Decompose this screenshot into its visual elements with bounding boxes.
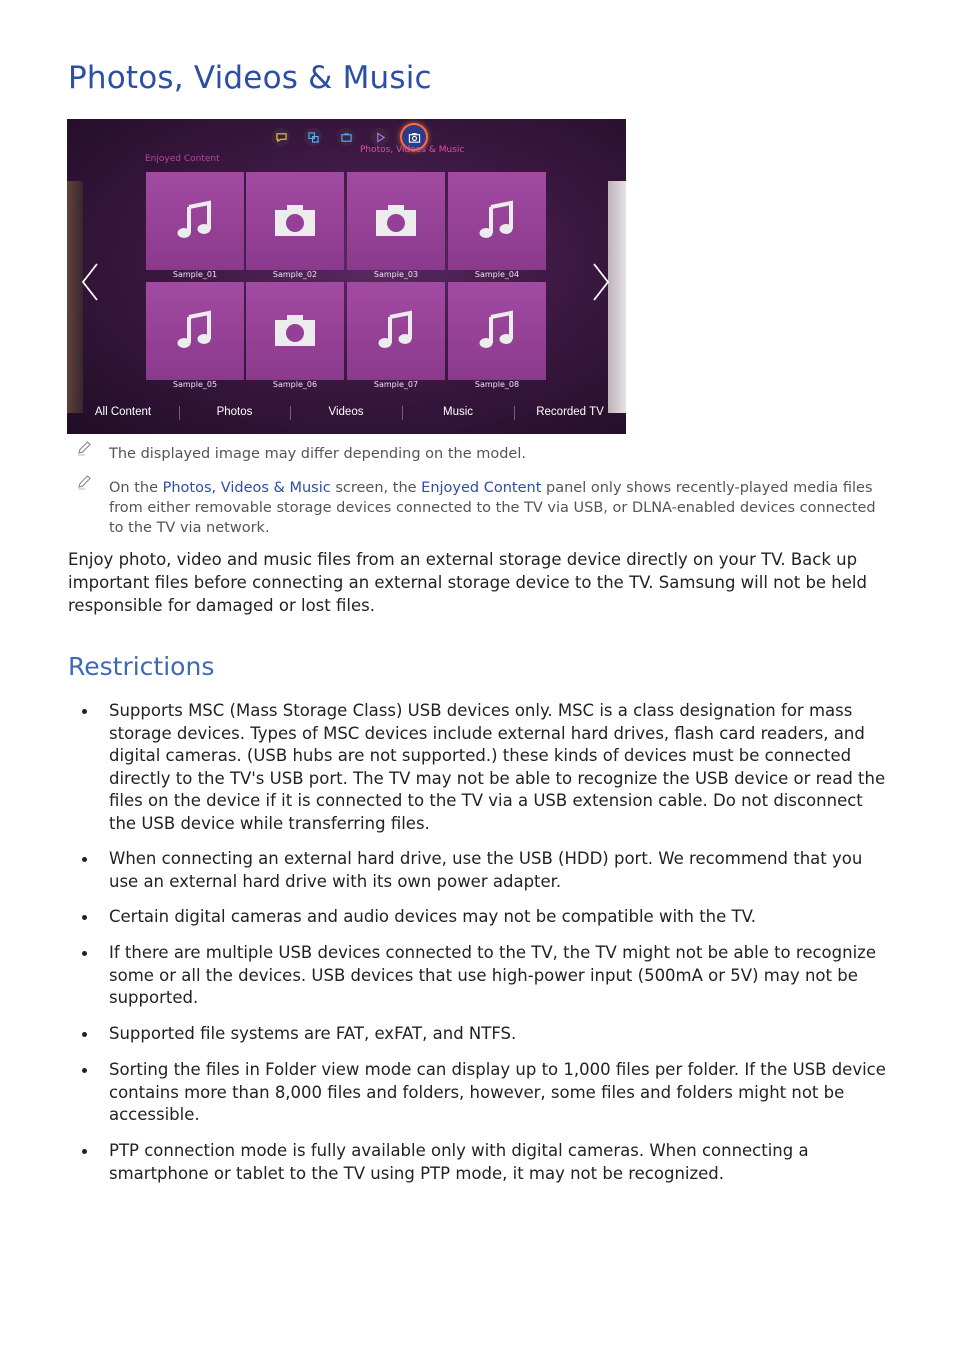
note-text-pre: On the <box>109 480 163 496</box>
bullet-dot <box>82 1068 87 1073</box>
media-tile-label: Sample_01 <box>172 270 218 279</box>
list-item-text: Sorting the files in Folder view mode can display up to 1,000 files per folder. If the USB device contains more than 8,000 files and folders, however, some files and folders might not be accessible. <box>109 1060 886 1125</box>
media-tile[interactable] <box>146 282 244 380</box>
bullet-dot <box>82 1032 87 1037</box>
chevron-right-icon[interactable] <box>590 261 612 303</box>
media-tile[interactable] <box>448 172 546 270</box>
bullet-dot <box>82 709 87 714</box>
media-tile[interactable] <box>347 282 445 380</box>
music-note-icon <box>173 309 217 353</box>
note-text: The displayed image may differ depending on the model. <box>109 446 526 462</box>
enjoyed-content-label: Enjoyed Content <box>145 154 220 164</box>
tab-all-content[interactable]: All Content <box>94 406 152 418</box>
intro-paragraph: Enjoy photo, video and music files from an external storage device directly on your TV. Back up important files before connecting an external storage device to the TV. Samsung will not be held responsible for damaged or lost files. <box>68 550 867 615</box>
media-tile-label: Sample_02 <box>272 270 318 279</box>
media-tile-label: Sample_04 <box>474 270 520 279</box>
tv-screen-label: Photos, Videos & Music <box>360 145 465 155</box>
apps-icon[interactable] <box>304 128 322 146</box>
media-tile-label: Sample_03 <box>373 270 419 279</box>
list-item-text: Supports MSC (Mass Storage Class) USB devices only. MSC is a class designation for mass storage devices. Types of MSC devices include external hard drives, flash card readers, and digital cameras. (USB hubs are not supported.) these kinds of devices must be connected directly to the TV's USB port. The TV may not be able to recognize the USB device or read the files on the device if it is connected to the TV via a USB extension cable. Do not disconnect the USB device while transferring files. <box>109 701 886 833</box>
section-title-restrictions: Restrictions <box>68 652 215 681</box>
tv-tab-bar <box>67 397 626 427</box>
media-tile[interactable] <box>347 172 445 270</box>
media-tile-label: Sample_05 <box>172 380 218 389</box>
camera-icon <box>273 199 317 243</box>
music-note-icon <box>374 309 418 353</box>
highlight-screen-name: Photos, Videos & Music <box>162 480 331 496</box>
list-item-text: When connecting an external hard drive, use the USB (HDD) port. We recommend that you use an external hard drive with its own power adapter. <box>109 849 863 891</box>
tab-videos[interactable]: Videos <box>328 406 364 418</box>
highlight-panel-name: Enjoyed Content <box>421 480 542 496</box>
chevron-left-icon[interactable] <box>79 261 101 303</box>
media-tile-label: Sample_06 <box>272 380 318 389</box>
media-tile[interactable] <box>146 172 244 270</box>
list-item-text: PTP connection mode is fully available only with digital cameras. When connecting a smartphone or tablet to the TV using PTP mode, it may not be recognized. <box>109 1141 809 1183</box>
bullet-dot <box>82 857 87 862</box>
note-text <box>109 478 889 538</box>
list-item-text: Supported file systems are FAT, exFAT, and NTFS. <box>109 1024 517 1043</box>
music-note-icon <box>475 309 519 353</box>
media-tile[interactable] <box>448 282 546 380</box>
media-tile-grid <box>146 172 548 389</box>
bullet-dot <box>82 915 87 920</box>
tv-icon[interactable] <box>337 128 355 146</box>
chat-icon[interactable] <box>272 128 290 146</box>
media-tile[interactable] <box>246 172 344 270</box>
pencil-note-icon <box>76 440 92 456</box>
note-text-post: panel only shows recently-played media files from either removable storage devices connected to the TV via USB, or DLNA-enabled devices connected to the TV via network. <box>109 480 876 536</box>
tab-music[interactable]: Music <box>442 406 474 418</box>
list-item-text: If there are multiple USB devices connected to the TV, the TV might not be able to recognize some or all the devices. USB devices that use high-power input (500mA or 5V) may not be supported. <box>109 943 876 1008</box>
play-icon[interactable] <box>371 128 389 146</box>
bullet-dot <box>82 1149 87 1154</box>
media-tile[interactable] <box>246 282 344 380</box>
music-note-icon <box>173 199 217 243</box>
note-text-mid: screen, the <box>330 480 422 496</box>
tv-screenshot <box>67 119 626 434</box>
camera-icon <box>374 199 418 243</box>
camera-icon <box>273 309 317 353</box>
list-item-text: Certain digital cameras and audio devices may not be compatible with the TV. <box>109 907 757 926</box>
page-title: Photos, Videos & Music <box>68 60 432 96</box>
media-tile-label: Sample_07 <box>373 380 419 389</box>
tab-recorded-tv[interactable]: Recorded TV <box>536 406 604 418</box>
music-note-icon <box>475 199 519 243</box>
tab-photos[interactable]: Photos <box>216 406 253 418</box>
bullet-dot <box>82 951 87 956</box>
pencil-note-icon <box>76 474 92 490</box>
media-tile-label: Sample_08 <box>474 380 520 389</box>
